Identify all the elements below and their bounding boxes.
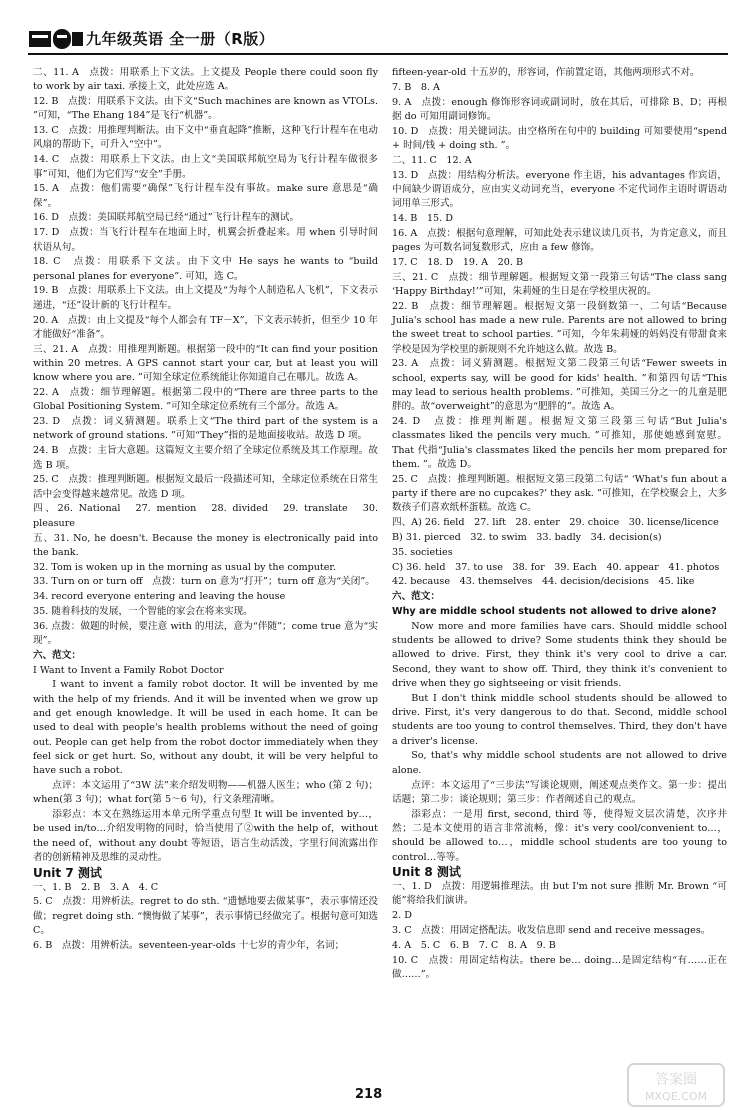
answer-line: 17. D 点拨：当飞行计程车在地面上时，机翼会折叠起来。用 when 引导时间状语从句。 [33, 227, 378, 253]
answer-line: 24. B 点拨：主旨大意题。这篇短文主要介绍了全球定位系统及其工作原理。故选 B 项。 [33, 445, 378, 471]
essay-highlight: 添彩点：一是用 first, second, third 等，使得短文层次清楚，次序井然；二是本文使用的语言非常流畅，像：it's very cool/convenient to…，should be allowed to…，middle school students are too young to control…等等。 [392, 808, 727, 863]
answer-line: 20. A 点拨：由上文提及“每个人都会有 TF－X”，下文表示转折，但至少 10 年才能做好“准备”。 [33, 314, 378, 340]
answer-line: 32. Tom is woken up in the morning as usual by the computer. [33, 561, 336, 573]
answer-line: 3. C 点拨：用固定搭配法。收发信息即 send and receive messages。 [392, 925, 711, 937]
answer-line: 13. C 点拨：用推理判断法。由下文中“垂直起降”推断，这种飞行计程车在电动风扇的帮助下，可升入“空中”。 [33, 125, 378, 151]
answer-line: 23. A 点拨：词义猜测题。根据短文第二段第三句话“Fewer sweets in school, experts say, will be good for kids' health. ”和第四句话“This may lead to serious health problems. ”可推知，美国三分之一的儿童是肥胖的。故“overweight”的意思为“肥胖的”。故选 A。 [392, 358, 727, 413]
section-heading: 六、范文： [392, 591, 440, 603]
answer-line: B) 31. pierced 32. to swim 33. badly 34. decision(s) [392, 532, 662, 543]
answer-line: 16. A 点拨：根据句意理解，可知此处表示建议读几页书，为肯定意义，而且 pages 为可数名词复数形式，应由 a few 修饰。 [392, 227, 727, 254]
essay-highlight: 添彩点：本文在熟练运用本单元所学重点句型 It will be invented by…，be used in/to…介绍发明物的同时，恰当使用了②with the help of，without the need of，without any doubt 等短语，语言生动活泼，字里行间流露出作者的创新精神及思维的灵动性。 [33, 809, 378, 864]
book-logo-icon [28, 26, 84, 52]
page-header [28, 26, 728, 56]
essay-paragraph: I want to invent a family robot doctor. It will be invented by me with the help of my friends. And it will be invented when we grow up and get enough knowledge. It will be used in each home. It can be used to deal with people's health problems without the need of going out. People can get help from the robot doctor immediately when they feel sick or get hurt. So, without any doubt, it will be very helpful to have such a robot. [33, 679, 378, 777]
watermark-text-cn: 答案圈 [655, 1072, 697, 1088]
essay-paragraph: But I don't think middle school students should be allowed to drive. First, it's very dangerous to do that. Second, middle school students are too young to control themselves. Third, they don't have a driver's license. [392, 692, 727, 747]
answer-line: 14. C 点拨：用联系上下文法。由上文“美国联邦航空局为飞行计程车做很多事”可知，他们为它们写“安全”手册。 [33, 154, 378, 180]
header-rule [28, 53, 728, 55]
answer-line: 6. B 点拨：用辨析法。seventeen-year-olds 十七岁的青少年，名词； [33, 939, 345, 951]
header-title: 九年级英语 全一册（R版） [86, 30, 275, 48]
left-column [33, 66, 378, 954]
answer-line: 14. B 15. D [392, 212, 453, 224]
answer-line: 5. C 点拨：用辨析法。regret to do sth. “遗憾地要去做某事”，表示事情还没做；regret doing sth. “懊悔做了某事”，表示事情已经做完了。根据句意可知选 C。 [33, 896, 378, 937]
section-heading: 六、范文： [33, 649, 81, 661]
essay-title: I Want to Invent a Family Robot Doctor [33, 664, 224, 676]
answer-line: 34. record everyone entering and leaving the house [33, 591, 286, 603]
answer-line: 18. C 点拨：用联系下文法。由下文中 He says he wants to “build personal planes for everyone”. 可知，选 C。 [33, 256, 378, 282]
answer-line: 一、1. B 2. B 3. A 4. C [33, 881, 159, 893]
answer-line: 二、11. A 点拨：用联系上下文法。上文提及 People there could soon fly to work by air taxi. 承接上文，此处应选 A。 [33, 67, 378, 93]
answer-line: 13. D 点拨：用结构分析法。everyone 作主语，his advantages 作宾语，中间缺少谓语成分，应由实义动词充当，everyone 不定代词作主语时谓语动词用单三形式。 [392, 169, 727, 210]
answer-line: 22. A 点拨：细节理解题。根据第二段中的“There are three parts to the Global Positioning System. ”可知全球定位系统有三个部分。故选 A。 [33, 387, 378, 413]
essay-paragraph: So, that's why middle school students are not allowed to drive alone. [392, 750, 727, 776]
answer-line: 15. A 点拨：他们需要“确保”飞行计程车没有事故。make sure 意思是“确保”。 [33, 183, 378, 209]
answer-line: 19. B 点拨：用联系上下文法。由上文提及“为每个人制造私人飞机”，下文表示递进，“还”设计新的飞行计程车。 [33, 285, 378, 311]
essay-comment: 点评：本文运用了“3W 法”来介绍发明物——机器人医生；who (第 2 句)；when(第 3 句)；what for(第 5～6 句)，行文条理清晰。 [33, 780, 378, 806]
unit8-title: Unit 8 测试 [392, 865, 461, 880]
answer-line: 17. C 18. D 19. A 20. B [392, 256, 524, 268]
answer-line: 35. 随着科技的发展，一个智能的家会在将来实现。 [33, 605, 253, 617]
watermark-text-en: MXQE.COM [645, 1090, 707, 1103]
answer-line: 35. societies [392, 546, 453, 558]
unit7-title: Unit 7 测试 [33, 865, 102, 880]
answer-line: 4. A 5. C 6. B 7. C 8. A 9. B [392, 939, 556, 951]
answer-line: 25. C 点拨：推理判断题。根据短文第三段第二句话“ ‘What's fun about a party if there are no cupcakes?’ they ask. ”可推知，在学校聚会上，大多数孩子们喜欢纸杯蛋糕。故选 C。 [392, 473, 727, 514]
answer-line: 12. B 点拨：用联系下文法。由下文“Such machines are known as VTOLs. ”可知，“The Ehang 184”是飞行“机器”。 [33, 96, 378, 122]
essay-paragraph: Now more and more families have cars. Should middle school students be allowed to drive? Some students think they should be allowed to drive. First, they think it's very cool to drive a car. Second, they want to show off. Third, they think it's convenient to drive when they go sightseeing or visit friends. [392, 620, 727, 689]
answer-line: 22. B 点拨：细节理解题。根据短文第一段倒数第一、二句话“Because Julia's school has made a new rule. Parents are not allowed to bring the sweet treat to school parties. ”可知，今年朱莉娅的妈妈没有带甜食来学校是因为学校里的新规则不允许她这么做。故选 B。 [392, 300, 727, 355]
essay-comment: 点评：本文运用了“三步法”写谈论规则，阐述观点类作文。第一步：提出话题；第二步：谈论规则；第三步：作者阐述自己的观点。 [392, 779, 727, 805]
answer-line: 36. 点拨：做题的时候，要注意 with 的用法，意为“伴随”；come true 意为“实现”。 [33, 620, 378, 647]
essay-title: Why are middle school students not allowed to drive alone? [392, 605, 717, 617]
answer-line: 42. because 43. themselves 44. decision/decisions 45. like [392, 576, 695, 588]
answer-line: 三、21. A 点拨：用推理判断题。根据第一段中的“It can find your position within 20 metres. A GPS cannot start your car, but at least you will know where you are. ”可知全球定位系统能让你知道自己在哪儿。故选 A。 [33, 343, 378, 384]
answer-line: 2. D [392, 910, 412, 922]
answer-line: 一、1. D 点拨：用逻辑推理法。由 but I'm not sure 推断 Mr. Brown “可能”将给我们演讲。 [392, 881, 727, 907]
answer-line: C) 36. held 37. to use 38. for 39. Each 40. appear 41. photos [392, 561, 720, 573]
right-column [392, 66, 727, 983]
answer-line: 33. Turn on or turn off 点拨：turn on 意为“打开”；turn off 意为“关闭”。 [33, 576, 375, 588]
page-number: 218 [355, 1087, 383, 1102]
watermark-logo-icon [626, 1062, 726, 1108]
answer-line: 三、21. C 点拨：细节理解题。根据短文第一段第三句话“The class sang ‘Happy Birthday!’”可知，朱莉娅的生日是在学校里庆祝的。 [392, 271, 727, 297]
answer-line: 10. D 点拨：用关键词法。由空格所在句中的 building 可知要使用“spend + 时间/钱 + doing sth. ”。 [392, 125, 727, 151]
answer-line: 23. D 点拨：词义猜测题。联系上文“The third part of the system is a network of ground stations. ”可知“They”指的是地面接收站。故选 D 项。 [33, 416, 378, 442]
answer-line: 25. C 点拨：推理判断题。根据短文最后一段描述可知，全球定位系统在日常生活中会变得越来越常见。故选 D 项。 [33, 474, 378, 500]
answer-line: 9. A 点拨：enough 修饰形容词或副词时，放在其后，可排除 B、D；再根据 do 可知用副词修饰。 [392, 96, 727, 122]
answer-line: 10. C 点拨：用固定结构法。there be… doing…是固定结构“有……正在做……”。 [392, 954, 727, 980]
answer-line: 7. B 8. A [392, 81, 440, 93]
answer-line: 二、11. C 12. A [392, 154, 472, 166]
answer-line: 四、26. National 27. mention 28. divided 29. translate 30. pleasure [33, 503, 378, 529]
answer-line: fifteen-year-old 十五岁的，形容词，作前置定语，其他两项形式不对。 [392, 67, 700, 78]
answer-line: 四、A) 26. field 27. lift 28. enter 29. choice 30. license/licence [392, 517, 719, 529]
answer-line: 24. D 点拨：推理判断题。根据短文第三段第三句话“But Julia's classmates liked the pencils very much. ”可推知，那使她感到宽慰。That 代指“Julia's classmates liked the pencils her mom prepared for them. ”。故选 D。 [392, 416, 727, 471]
answer-line: 16. D 点拨：美国联邦航空局已经“通过”飞行计程车的测试。 [33, 212, 300, 224]
answer-line: 五、31. No, he doesn't. Because the money is electronically paid into the bank. [33, 532, 378, 558]
